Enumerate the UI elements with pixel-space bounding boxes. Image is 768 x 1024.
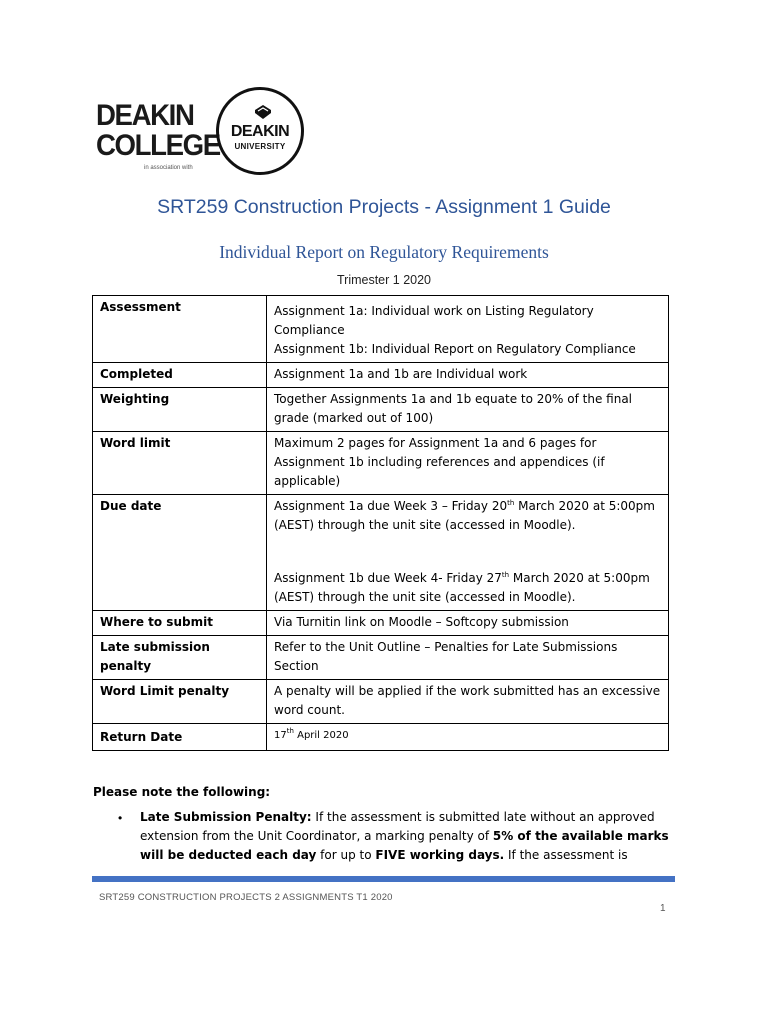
word-limit-penalty-label: Word Limit penalty [93,680,267,724]
where-to-submit-value: Via Turnitin link on Moodle – Softcopy submission [267,611,669,636]
university-logo-line1: DEAKIN [230,123,290,140]
weighting-value: Together Assignments 1a and 1b equate to 20% of the final grade (marked out of 100) [267,388,669,432]
college-logo-line2: COLLEGE [96,129,220,162]
return-date-label: Return Date [93,724,267,751]
assessment-label: Assessment [93,296,267,363]
footer-rule [92,876,675,882]
table-row [93,495,669,611]
due-1a-line2: (AEST) through the unit site (accessed in Moodle). [274,518,576,532]
assessment-info-table [92,295,669,751]
weighting-label: Weighting [93,388,267,432]
due-1b-line1: Assignment 1b due Week 4- Friday 27th March 2020 at 5:00pm [274,571,650,585]
table-row [93,296,669,363]
college-logo-tagline: in association with [144,165,193,171]
due-date-label: Due date [93,495,267,611]
university-logo-line2: UNIVERSITY [234,142,286,151]
late-penalty-label: Late submission penalty [93,636,267,680]
college-logo-line1: DEAKIN [96,99,194,132]
due-1a-line1: Assignment 1a due Week 3 – Friday 20th March 2020 at 5:00pm [274,499,655,513]
table-row [93,611,669,636]
table-row [93,432,669,495]
completed-label: Completed [93,363,267,388]
deakin-university-logo [216,87,304,175]
due-1b-line2: (AEST) through the unit site (accessed in Moodle). [274,590,576,604]
footer-text: SRT259 CONSTRUCTION PROJECTS 2 ASSIGNMENTS T1 2020 [99,892,393,903]
completed-value: Assignment 1a and 1b are Individual work [267,363,669,388]
deakin-college-logo [96,99,220,171]
due-date-value [267,495,669,611]
bullet-icon: • [118,811,123,825]
where-to-submit-label: Where to submit [93,611,267,636]
table-row [93,724,669,751]
spacer [274,535,662,569]
return-date-value: 17th April 2020 [267,724,669,751]
word-limit-penalty-value: A penalty will be applied if the work submitted has an excessive word count. [267,680,669,724]
assessment-1b-text: Assignment 1b: Individual Report on Regulatory Compliance [274,342,636,356]
word-limit-label: Word limit [93,432,267,495]
document-subtitle: Individual Report on Regulatory Requirements [219,242,549,262]
university-crest-icon [254,104,272,120]
note-heading: Please note the following: [93,785,271,799]
word-limit-value: Maximum 2 pages for Assignment 1a and 6 pages for Assignment 1b including references and appendices (if applicable) [267,432,669,495]
trimester-label: Trimester 1 2020 [336,273,432,287]
late-penalty-paragraph: Late Submission Penalty: If the assessment is submitted late without an approved extension from the Unit Coordinator, a marking penalty of 5% of the available marks will be deducted each day for up to FIVE working days. If the assessment is [140,810,669,862]
table-row [93,680,669,724]
document-title: SRT259 Construction Projects - Assignment 1 Guide [157,196,611,218]
table-row [93,363,669,388]
table-row [93,388,669,432]
page-number: 1 [660,903,666,914]
assessment-value [267,296,669,363]
late-penalty-value: Refer to the Unit Outline – Penalties for Late Submissions Section [267,636,669,680]
assessment-1a-text: Assignment 1a: Individual work on Listing Regulatory Compliance [274,304,594,337]
table-row [93,636,669,680]
